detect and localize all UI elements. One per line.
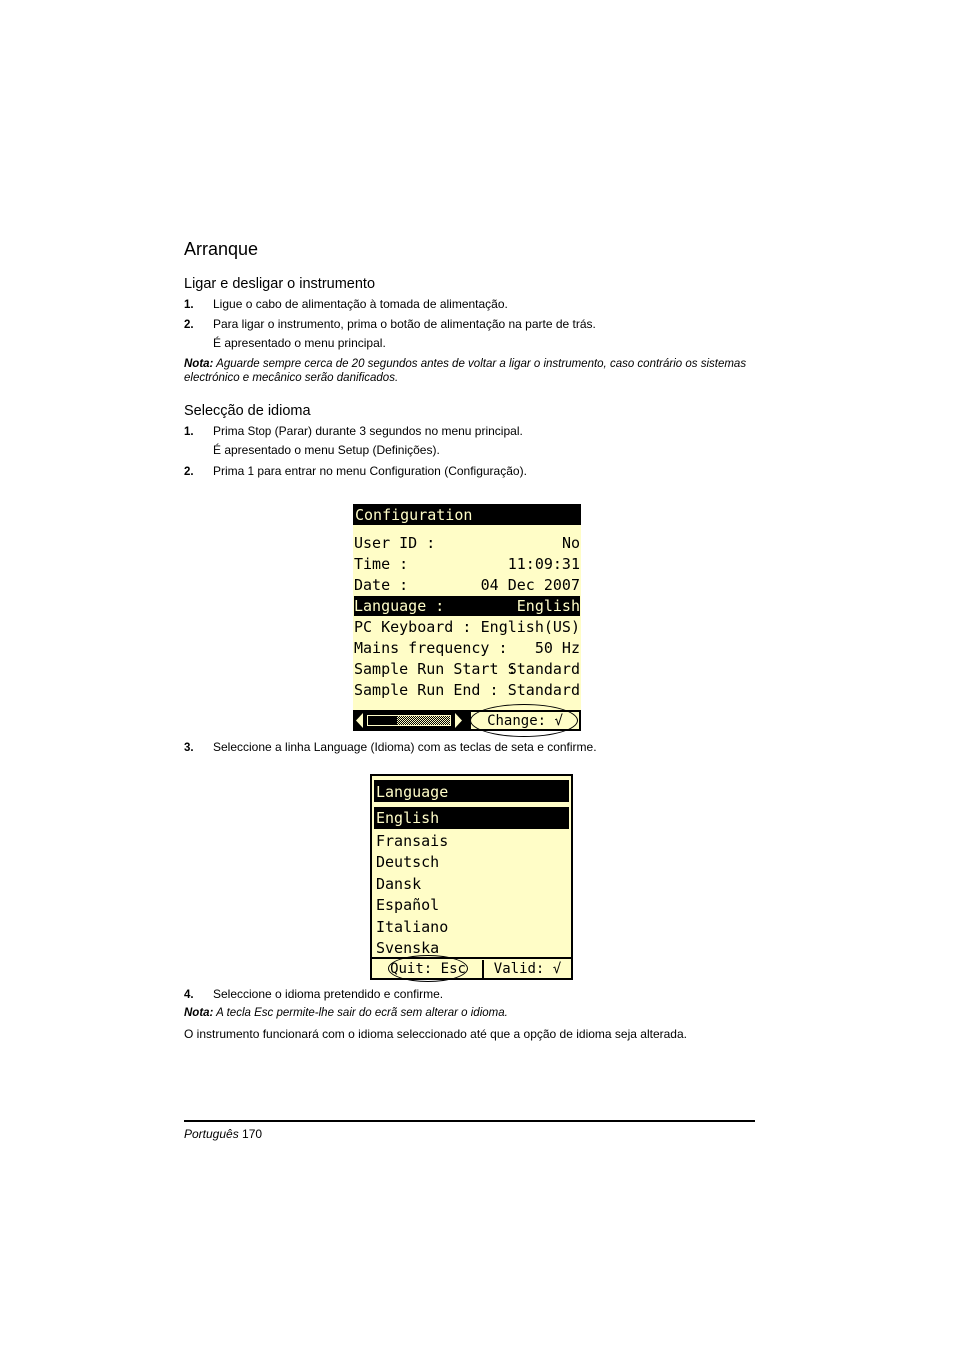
note-text: A tecla Esc permite-lhe sair do ecrã sem alterar o idioma. [213, 1007, 508, 1019]
step-result: É apresentado o menu Setup (Definições). [213, 443, 440, 457]
language-option-deutsch[interactable]: Deutsch [376, 853, 440, 871]
language-option-english[interactable]: English [374, 807, 569, 829]
language-option-espanol[interactable]: Español [376, 896, 440, 914]
config-row-date[interactable] [354, 575, 580, 595]
language-option-fransais[interactable]: Fransais [376, 832, 449, 850]
closing-paragraph: O instrumento funcionará com o idioma seleccionado até que a opção de idioma seja alterada. [184, 1027, 687, 1041]
config-value: 11:09:31 [507, 555, 580, 573]
step-item [184, 740, 597, 754]
step-item [184, 297, 508, 311]
key-1: 1 [247, 466, 255, 478]
config-row-mains-frequency[interactable] [354, 638, 580, 658]
section-title-language: Selecção de idioma [184, 403, 311, 419]
config-value: Standard [507, 681, 580, 699]
step-item [184, 424, 523, 438]
step-item [184, 464, 527, 478]
config-row-user-id[interactable] [354, 533, 580, 553]
config-key: Date : [354, 576, 409, 594]
step-text: Seleccione a linha Language (Idioma) com as teclas de seta e confirme. [213, 740, 597, 754]
screen-title: Configuration [353, 504, 581, 525]
scrollbar-thumb[interactable] [368, 716, 397, 725]
step-result: É apresentado o menu principal. [213, 336, 386, 350]
step-item [184, 317, 596, 331]
change-softkey[interactable]: Change: √ [487, 713, 563, 729]
language-option-svenska[interactable]: Svenska [376, 939, 440, 957]
language-screen [370, 774, 573, 980]
step-number: 1. [184, 299, 194, 311]
config-value: 50 Hz [534, 639, 580, 657]
config-value: English(US) [480, 618, 580, 636]
config-key: Language : [354, 597, 445, 615]
config-row-pc-keyboard[interactable] [354, 617, 580, 637]
note-label: Nota: [184, 1007, 214, 1019]
config-value: No [561, 534, 580, 552]
config-key: Mains frequency : [354, 639, 508, 657]
step-text: (Parar) durante 3 segundos no menu principal. [271, 424, 523, 438]
quit-softkey[interactable]: Quit: Esc [374, 960, 484, 978]
highlight-ellipse [470, 704, 578, 737]
language-option-italiano[interactable]: Italiano [376, 918, 449, 936]
config-row-sample-run-end[interactable] [354, 680, 580, 700]
valid-softkey[interactable]: Valid: √ [493, 961, 562, 977]
step-text: Ligue o cabo de alimentação à tomada de alimentação. [213, 297, 508, 311]
highlight-ellipse [388, 955, 468, 982]
section-title-power: Ligar e desligar o instrumento [184, 276, 376, 292]
config-row-time[interactable] [354, 554, 580, 574]
step-text: Prima [213, 424, 248, 438]
note-text: Aguarde sempre cerca de 20 segundos antes de voltar a ligar o instrumento, caso contrário os sistemas electrónico e mecânico serão danificados. [184, 358, 747, 384]
step-text: Seleccione o idioma pretendido e confirme. [213, 987, 444, 1001]
step-number: 3. [184, 742, 194, 754]
config-value: Standard [507, 660, 580, 678]
language-option-dansk[interactable]: Dansk [376, 875, 422, 893]
configuration-screen [353, 504, 581, 731]
note-power [184, 357, 759, 385]
page-heading: Arranque [184, 239, 259, 259]
step-number: 2. [184, 319, 194, 331]
note-label: Nota: [184, 358, 214, 370]
step-text: Para ligar o instrumento, prima o botão de alimentação na parte de trás. [213, 317, 596, 331]
config-key: Sample Run Start : [354, 660, 517, 678]
page-number: 170 [242, 1127, 263, 1141]
config-value: 04 Dec 2007 [480, 576, 580, 594]
note-language [184, 1006, 759, 1020]
config-key: Sample Run End : [354, 681, 499, 699]
page-footer [184, 1127, 262, 1141]
config-row-sample-run-start[interactable] [354, 659, 580, 679]
footer-rule [184, 1120, 755, 1122]
step-item [184, 987, 443, 1001]
config-key: PC Keyboard : [354, 618, 472, 636]
config-key: Time : [354, 555, 409, 573]
step-text: para entrar no menu Configuration (Configuração). [254, 464, 527, 478]
step-text: Prima [213, 464, 248, 478]
key-stop: Stop [247, 426, 272, 438]
config-row-language[interactable] [354, 596, 580, 616]
step-number: 4. [184, 989, 194, 1001]
screen-title: Language [374, 780, 569, 802]
step-number: 1. [184, 426, 194, 438]
footer-language: Português [184, 1127, 239, 1141]
step-number: 2. [184, 466, 194, 478]
config-key: User ID : [354, 534, 436, 552]
config-value: English [516, 597, 580, 615]
